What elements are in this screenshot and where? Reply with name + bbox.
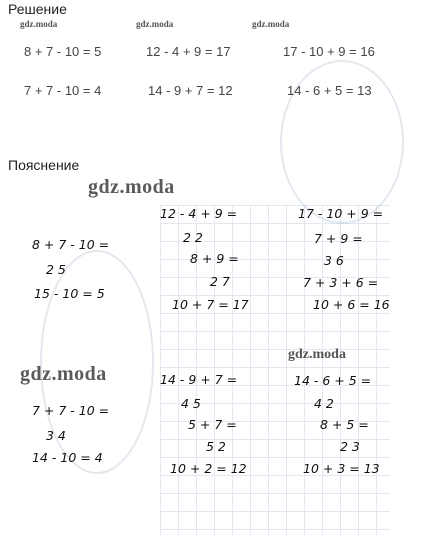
explanation-line: 2 2 <box>183 230 203 245</box>
watermark: gdz.moda <box>88 176 175 198</box>
explanation-line: 10 + 2 = 12 <box>170 461 247 476</box>
explanation-line: 7 + 7 - 10 = <box>32 403 110 418</box>
watermark: gdz.moda <box>20 363 107 385</box>
explanation-line: 4 5 <box>181 396 201 411</box>
explanation-line: 10 + 3 = 13 <box>303 461 380 476</box>
solution-equation: 12 - 4 + 9 = 17 <box>146 44 231 59</box>
explanation-line: 17 - 10 + 9 = <box>298 206 384 221</box>
explanation-line: 8 + 7 - 10 = <box>32 237 110 252</box>
solution-equation: 8 + 7 - 10 = 5 <box>24 44 102 59</box>
explanation-line: 10 + 7 = 17 <box>172 297 249 312</box>
explanation-line: 5 + 7 = <box>188 417 237 432</box>
explanation-line: 8 + 5 = <box>320 417 369 432</box>
explanation-line: 8 + 9 = <box>190 251 239 266</box>
explanation-line: 2 3 <box>340 439 360 454</box>
explanation-line: 7 + 3 + 6 = <box>303 275 379 290</box>
watermark: gdz.moda <box>136 19 174 29</box>
explanation-line: 10 + 6 = 16 <box>313 297 390 312</box>
explanation-line: 3 4 <box>46 428 66 443</box>
explanation-line: 2 7 <box>210 274 230 289</box>
solution-equation: 14 - 6 + 5 = 13 <box>287 83 372 98</box>
solution-equation: 17 - 10 + 9 = 16 <box>283 44 375 59</box>
watermark: gdz.moda <box>20 19 58 29</box>
explanation-line: 7 + 9 = <box>314 231 363 246</box>
explanation-line: 14 - 9 + 7 = <box>160 372 238 387</box>
explanation-line: 4 2 <box>314 396 334 411</box>
explanation-line: 5 2 <box>206 439 226 454</box>
explanation-line: 3 6 <box>324 253 344 268</box>
watermark: gdz.moda <box>288 347 346 362</box>
watermark: gdz.moda <box>252 19 290 29</box>
solution-equation: 14 - 9 + 7 = 12 <box>148 83 233 98</box>
explanation-line: 12 - 4 + 9 = <box>160 206 238 221</box>
solution-equation: 7 + 7 - 10 = 4 <box>24 83 102 98</box>
explanation-line: 14 - 6 + 5 = <box>294 373 372 388</box>
explanation-line: 15 - 10 = 5 <box>34 286 105 301</box>
explanation-line: 14 - 10 = 4 <box>32 450 103 465</box>
explanation-title: Пояснение <box>8 157 80 173</box>
solution-title: Решение <box>8 1 67 17</box>
explanation-line: 2 5 <box>46 262 66 277</box>
